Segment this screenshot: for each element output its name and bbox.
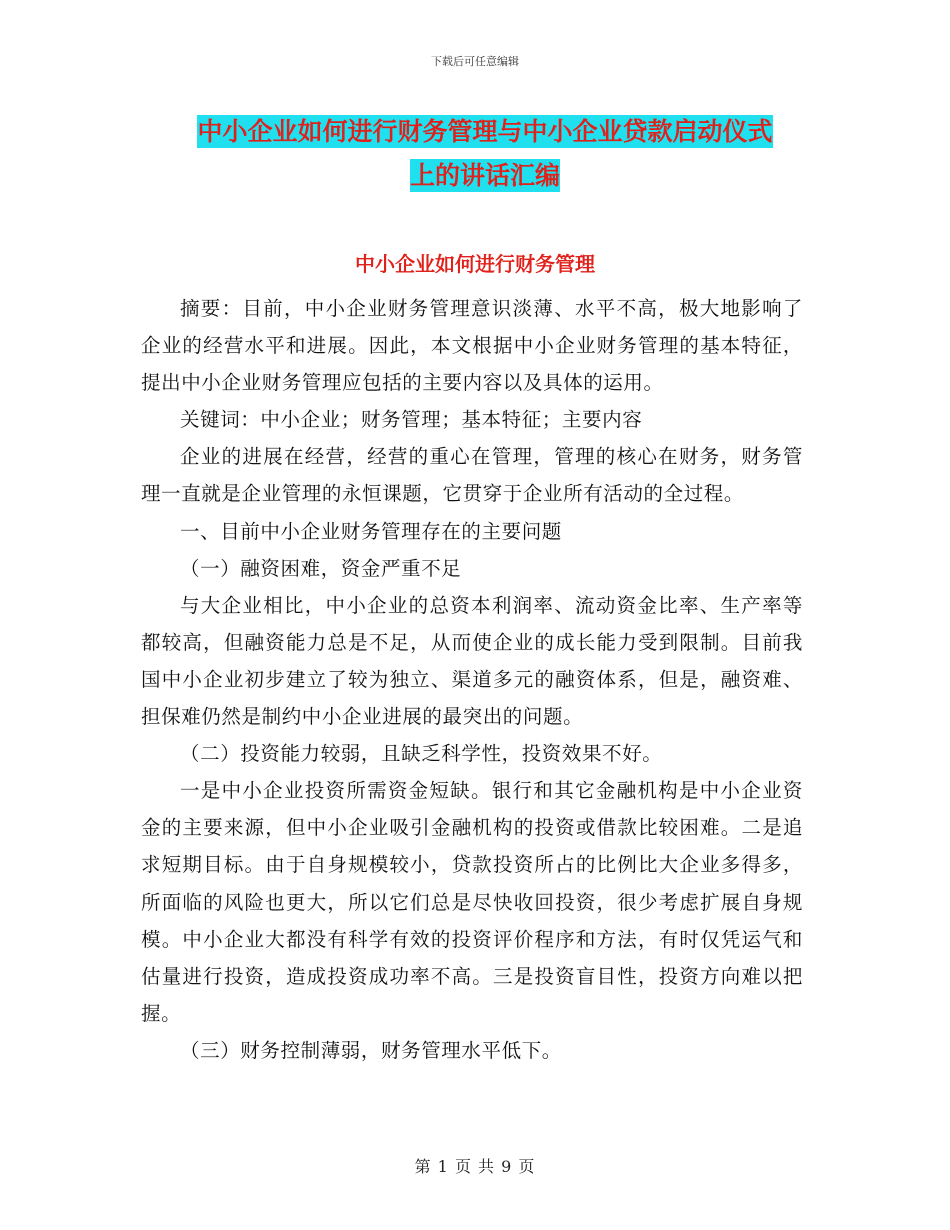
- document-title-line-1: 中小企业如何进行财务管理与中小企业贷款启动仪式: [197, 117, 773, 146]
- subheading-control: （三）财务控制薄弱，财务管理水平低下。: [180, 1038, 562, 1062]
- paragraph-abstract: 摘要：目前，中小企业财务管理意识淡薄、水平不高，极大地影响了企业的经营水平和进展。因此，本文根据中小企业财务管理的基本特征，提出中小企业财务管理应包括的主要内容以及具体的运用。: [141, 297, 803, 395]
- paragraph-intro: 企业的进展在经营，经营的重心在管理，管理的核心在财务，财务管理一直就是企业管理的永恒课题，它贯穿于企业所有活动的全过程。: [141, 445, 803, 506]
- subheading-investment: （二）投资能力较弱，且缺乏科学性，投资效果不好。: [180, 742, 663, 766]
- heading-problems: 一、目前中小企业财务管理存在的主要问题: [180, 519, 562, 543]
- document-title-line-2: 上的讲话汇编: [409, 161, 560, 190]
- page-footer: 第 1 页 共 9 页: [414, 1157, 536, 1176]
- subheading-financing: （一）融资困难，资金严重不足: [180, 556, 462, 580]
- paragraph-financing: 与大企业相比，中小企业的总资本利润率、流动资金比率、生产率等都较高，但融资能力总是不足，从而使企业的成长能力受到限制。目前我国中小企业初步建立了较为独立、渠道多元的融资体系，但是，融资难、担保难仍然是制约中小企业进展的最突出的问题。: [141, 593, 803, 729]
- body-text: [141, 290, 803, 1069]
- header-note: 下载后可任意编辑: [431, 55, 519, 68]
- document-title: [140, 110, 830, 198]
- paragraph-keywords: 关键词：中小企业；财务管理；基本特征；主要内容: [180, 408, 643, 432]
- section-title: 中小企业如何进行财务管理: [355, 252, 595, 276]
- paragraph-investment: 一是中小企业投资所需资金短缺。银行和其它金融机构是中小企业资金的主要来源，但中小企业吸引金融机构的投资或借款比较困难。二是追求短期目标。由于自身规模较小，贷款投资所占的比例比大企业多得多，所面临的风险也更大，所以它们总是尽快收回投资，很少考虑扩展自身规模。中小企业大都没有科学有效的投资评价程序和方法，有时仅凭运气和估量进行投资，造成投资成功率不高。三是投资盲目性，投资方向难以把握。: [141, 779, 803, 1025]
